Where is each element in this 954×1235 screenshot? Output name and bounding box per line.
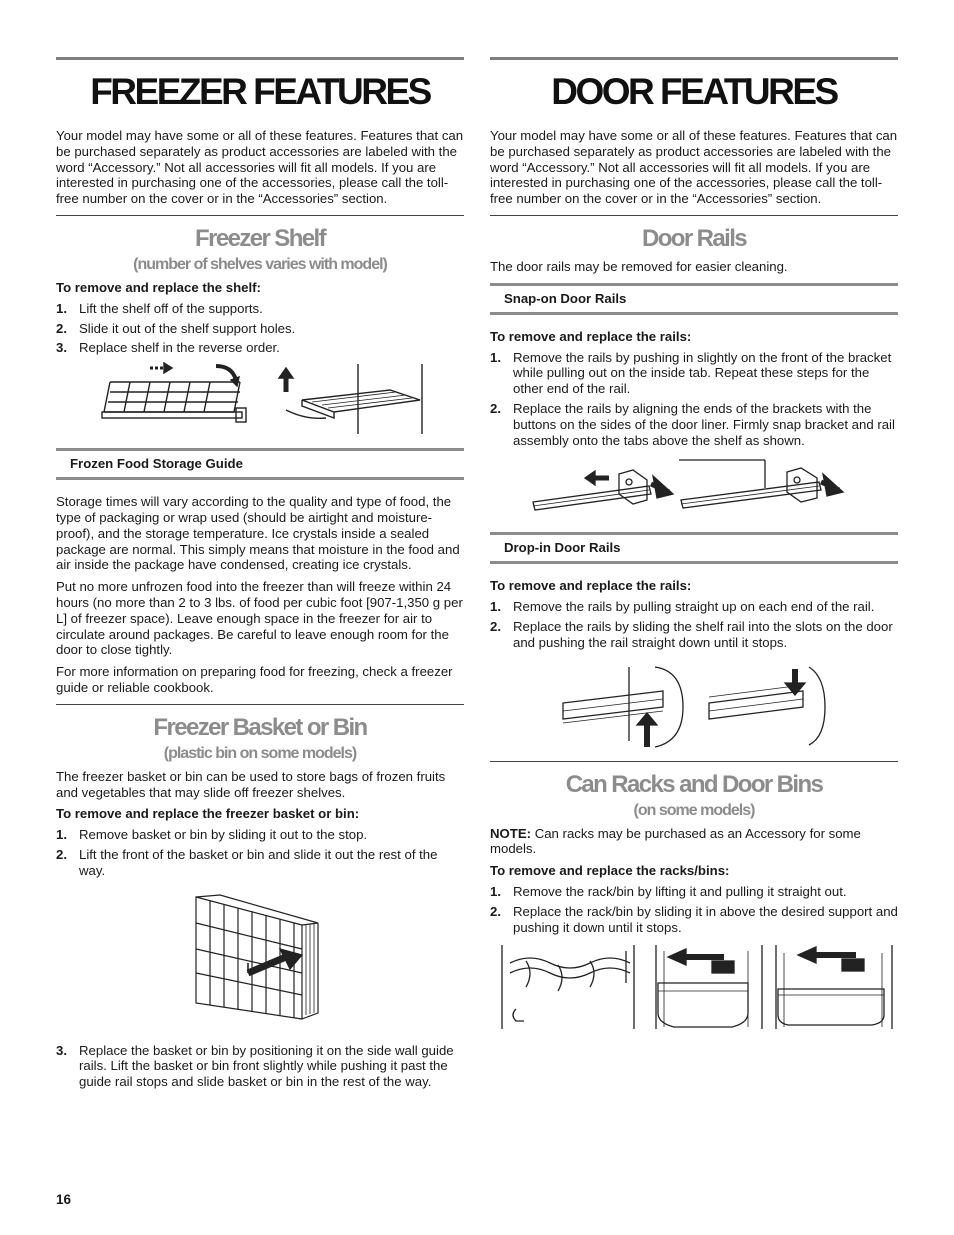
can-racks-and-bins-illustration: [498, 943, 894, 1031]
list-item: 1. Lift the shelf off of the supports.: [56, 300, 263, 316]
freezer-basket-illustration: [190, 893, 330, 1025]
list-item: 2. Lift the front of the basket or bin and slide it out the rest of the way.: [56, 846, 438, 878]
divider: [56, 704, 464, 705]
divider: [490, 761, 898, 762]
can-racks-subtitle: (on some models): [633, 801, 755, 819]
list-item: 2. Replace the rack/bin by sliding it in above the desired support and pushing it down until it stops.: [490, 903, 898, 935]
racks-instruction: To remove and replace the racks/bins:: [490, 863, 730, 879]
page-number: 16: [56, 1192, 72, 1207]
shelf-instruction: To remove and replace the shelf:: [56, 279, 261, 295]
freezer-features-title: FREEZER FEATURES: [90, 71, 430, 112]
snap-on-rails-heading: Snap-on Door Rails: [490, 283, 898, 315]
list-item: 3. Replace the basket or bin by positioning it on the side wall guide rails. Lift the basket or bin front slightly while pushing it past the guide rail stops and slide basket or bin in the rest of the way.: [56, 1042, 454, 1090]
list-item: 1. Remove the rails by pushing in slightly on the front of the bracket while pulling out on the inside tab. Repeat these steps for the other end of the rail.: [490, 349, 892, 397]
freezer-intro: Your model may have some or all of these features. Features that can be purchased separately as product accessories are labeled with the word “Accessory.” Not all accessories will fit all models. If you are interested in purchasing one of the accessories, please call the toll-free number on the cover or in the “Accessories” section.: [56, 128, 464, 207]
can-racks-note: NOTE: Can racks may be purchased as an Accessory for some models.: [490, 825, 861, 857]
divider: [56, 215, 464, 216]
dropin-steps: [490, 599, 898, 650]
list-item: 2. Replace the rails by sliding the shelf rail into the slots on the door and pushing the rail straight down until it stops.: [490, 618, 893, 650]
divider: [490, 215, 898, 216]
dropin-instruction: To remove and replace the rails:: [490, 578, 692, 594]
can-racks-title: Can Racks and Door Bins: [565, 770, 823, 798]
list-item: 3. Replace shelf in the reverse order.: [56, 340, 280, 356]
storage-paragraph-1: Storage times will vary according to the quality and type of food, the type of packaging or wrap used (should be airtight and moisture-proof), and the storage temperature. Ice crystals inside a sealed package are normal. This simply means that moisture in the food and air inside the package have condensed, creating ice crystals.: [56, 494, 460, 573]
storage-paragraph-3: For more information on preparing food for freezing, check a freezer guide or reliable cookbook.: [56, 664, 453, 695]
freezer-features-column: [56, 57, 464, 1094]
shelf-steps: [56, 301, 464, 356]
basket-step-3: [56, 1043, 464, 1090]
list-item: 1. Remove basket or bin by sliding it out to the stop.: [56, 827, 368, 843]
basket-steps: [56, 827, 464, 878]
snap-steps: [490, 350, 898, 449]
list-item: 1. Remove the rack/bin by lifting it and pulling it straight out.: [490, 883, 847, 899]
snap-on-rail-illustration: [529, 454, 859, 522]
drop-in-rail-illustration: [559, 663, 829, 751]
freezer-shelf-subtitle: (number of shelves varies with model): [133, 255, 387, 273]
door-features-title: DOOR FEATURES: [551, 71, 837, 112]
freezer-basket-title: Freezer Basket or Bin: [153, 713, 367, 741]
top-rule: [56, 57, 464, 60]
drop-in-rails-heading: Drop-in Door Rails: [490, 532, 898, 564]
list-item: 2. Slide it out of the shelf support holes.: [56, 320, 296, 336]
freezer-shelf-illustration: [90, 362, 430, 438]
racks-steps: [490, 884, 898, 935]
freezer-shelf-title: Freezer Shelf: [195, 224, 325, 252]
basket-instruction: To remove and replace the freezer basket or bin:: [56, 806, 360, 822]
list-item: 1. Remove the rails by pulling straight up on each end of the rail.: [490, 599, 875, 615]
door-rails-intro: The door rails may be removed for easier cleaning.: [490, 258, 788, 274]
list-item: 2. Replace the rails by aligning the ends of the brackets with the buttons on the sides of the door liner. Firmly snap bracket and rail assembly onto the tabs above the shelf as shown.: [490, 400, 895, 448]
door-rails-title: Door Rails: [641, 224, 747, 252]
frozen-food-storage-heading: Frozen Food Storage Guide: [56, 448, 464, 480]
door-features-column: [490, 57, 898, 1041]
storage-paragraph-2: Put no more unfrozen food into the freezer than will freeze within 24 hours (no more than 2 to 3 lbs. of food per cubic foot [907-1,350 g per L] of freezer space). Leave enough space in the freezer for air to circulate around packages. Be careful to leave enough room for the door to close tightly.: [56, 579, 463, 658]
snap-instruction: To remove and replace the rails:: [490, 328, 692, 344]
freezer-basket-subtitle: (plastic bin on some models): [163, 744, 357, 762]
door-intro: Your model may have some or all of these features. Features that can be purchased separately as product accessories are labeled with the word “Accessory.” Not all accessories will fit all models. If you are interested in purchasing one of the accessories, please call the toll-free number on the cover or in the “Accessories” section.: [490, 128, 898, 207]
basket-paragraph: The freezer basket or bin can be used to store bags of frozen fruits and vegetables that may slide off freezer shelves.: [56, 768, 446, 800]
top-rule: [490, 57, 898, 60]
